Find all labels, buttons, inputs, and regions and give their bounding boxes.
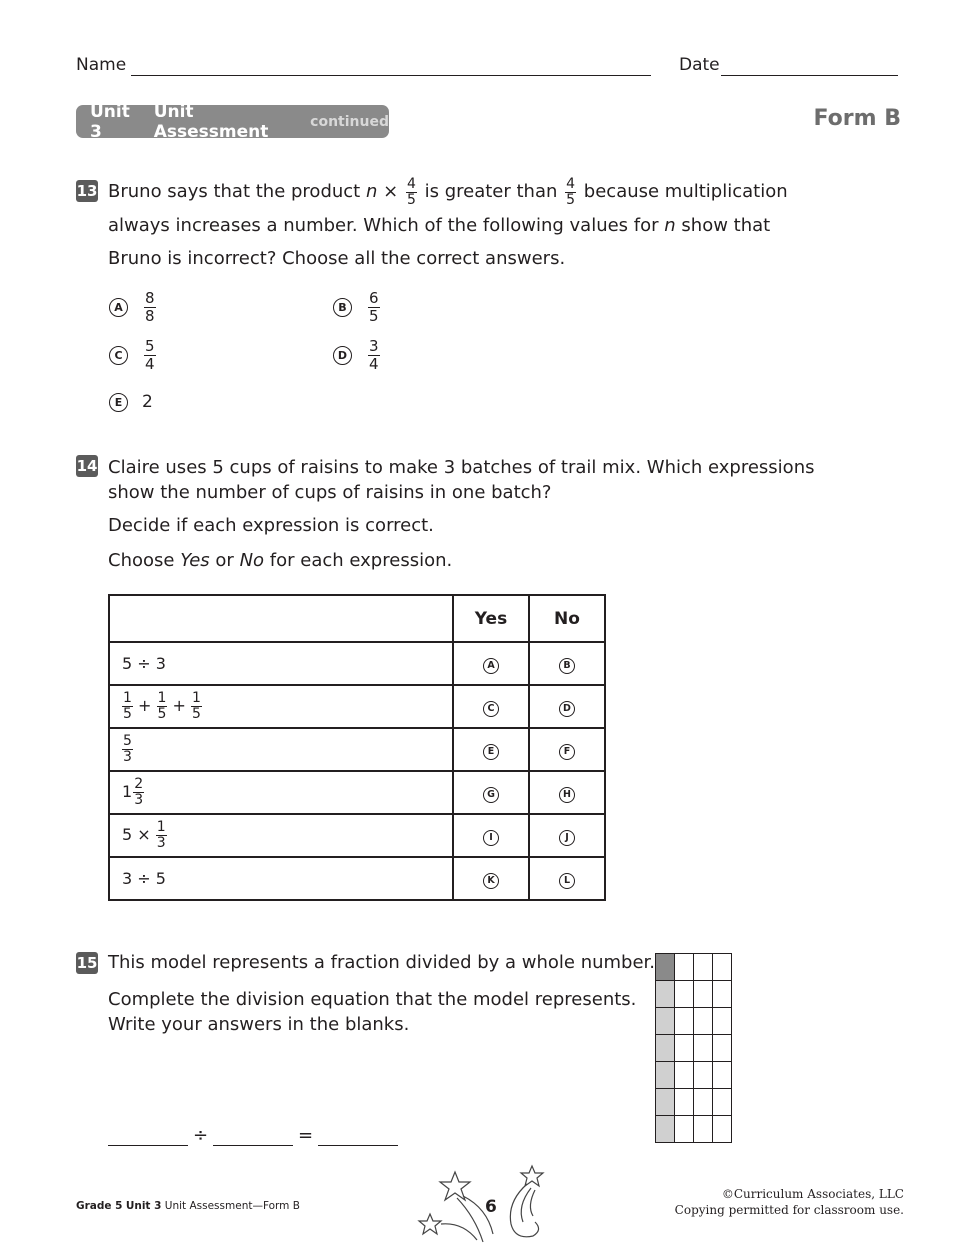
table-row (109, 814, 605, 857)
blank-quotient[interactable] (318, 1145, 398, 1146)
option-c-value: $\frac{5}{4}$ (145, 337, 155, 373)
fraction-model-grid (655, 953, 732, 1143)
bubble-l[interactable]: L (559, 873, 575, 889)
blank-dividend[interactable] (108, 1145, 188, 1146)
bubble-a[interactable]: A (483, 658, 499, 674)
option-b-value: $\frac{6}{5}$ (369, 289, 379, 325)
assessment-label: Unit Assessment (153, 101, 269, 142)
q13-var-n-2: n (664, 215, 676, 236)
question-13-line1 (108, 175, 788, 208)
question-15-number: 15 (76, 954, 98, 972)
bubble-j[interactable]: J (559, 830, 575, 846)
permission: Copying permitted for classroom use. (674, 1203, 904, 1217)
expression-5-div-3: 5 ÷ 3 (109, 642, 453, 685)
q13-text-b: is greater than (424, 181, 558, 202)
q13-fraction-2: $\frac{4}{5}$ (566, 175, 576, 208)
q13-text-c: because multiplication (583, 181, 788, 202)
table-header-row (109, 595, 605, 642)
bubble-h[interactable]: H (559, 787, 575, 803)
unit-banner (76, 101, 389, 142)
unit-label: Unit 3 (90, 101, 130, 142)
name-label: Name (76, 55, 127, 75)
expression-3-div-5: 3 ÷ 5 (109, 857, 453, 900)
bubble-k[interactable]: K (483, 873, 499, 889)
option-e-bubble[interactable]: E (109, 393, 128, 412)
date-field[interactable] (721, 75, 898, 76)
table-row (109, 771, 605, 814)
question-14-number: 14 (76, 457, 98, 475)
footer-grade: Grade 5 (76, 1200, 123, 1212)
page-number: 6 (485, 1197, 497, 1217)
expression-5-times-third: 5 × $\frac{1}{3}$ (109, 814, 453, 857)
q15-line1: This model represents a fraction divided by a whole number. (108, 952, 656, 973)
yes-no-table (108, 594, 606, 901)
footer-unit: Unit 3 (125, 1200, 162, 1212)
q14-yes-word: Yes (180, 550, 210, 571)
expression-sum-fifths: $\frac{1}{5}$ + $\frac{1}{5}$ + $\frac{1}{5}$ (109, 685, 453, 728)
copyright: ©Curriculum Associates, LLC (721, 1187, 904, 1201)
bubble-g[interactable]: G (483, 787, 499, 803)
option-e-value: 2 (142, 392, 153, 412)
q13-option-e[interactable] (109, 392, 153, 412)
q14-line1: Claire uses 5 cups of raisins to make 3 batches of trail mix. Which expressions (108, 457, 815, 478)
bubble-i[interactable]: I (483, 830, 499, 846)
bubble-b[interactable]: B (559, 658, 575, 674)
option-d-value: $\frac{3}{4}$ (369, 337, 379, 373)
q14-line2: show the number of cups of raisins in one batch? (108, 482, 552, 503)
name-field[interactable] (131, 75, 651, 76)
table-row (109, 642, 605, 685)
equals-sign: = (298, 1125, 314, 1146)
q15-line2: Complete the division equation that the model represents. (108, 989, 637, 1010)
q13-var-n: n (365, 181, 378, 202)
expression-5-thirds: $\frac{5}{3}$ (109, 728, 453, 771)
option-a-bubble[interactable]: A (109, 298, 128, 317)
q14-line4 (108, 550, 452, 571)
form-label: Form B (813, 106, 901, 131)
q14-or-word: or (215, 550, 234, 571)
q14-choose: Choose (108, 550, 175, 571)
option-c-bubble[interactable]: C (109, 346, 128, 365)
bubble-e[interactable]: E (483, 744, 499, 760)
q13-times: × (383, 181, 399, 202)
q15-line3: Write your answers in the blanks. (108, 1014, 410, 1035)
option-a-value: $\frac{8}{8}$ (145, 289, 155, 325)
q14-line3: Decide if each expression is correct. (108, 515, 434, 536)
blank-divisor[interactable] (213, 1145, 293, 1146)
header-no: No (529, 595, 605, 642)
q13-line2-a: always increases a number. Which of the following values for (108, 215, 659, 236)
header-expression-cell (109, 595, 453, 642)
q13-option-d[interactable] (333, 338, 382, 373)
bubble-f[interactable]: F (559, 744, 575, 760)
table-row (109, 857, 605, 900)
question-13-number: 13 (76, 182, 98, 200)
footer-left (76, 1200, 300, 1212)
q13-option-b[interactable] (333, 290, 382, 325)
q14-no-word: No (239, 550, 265, 571)
q13-option-a[interactable] (109, 290, 158, 325)
header-yes: Yes (453, 595, 529, 642)
footer-title: Unit Assessment—Form B (164, 1200, 300, 1212)
q14-line4-b: for each expression. (269, 550, 453, 571)
q15-instructions (108, 987, 636, 1037)
q13-line2-b: show that (681, 215, 771, 236)
continued-label: continued (310, 113, 389, 130)
stars-decoration-icon (415, 1162, 550, 1247)
table-row (109, 728, 605, 771)
question-13-line3: Bruno is incorrect? Choose all the correct answers. (108, 248, 566, 269)
table-row (109, 685, 605, 728)
q13-fraction-1: $\frac{4}{5}$ (406, 175, 416, 208)
bubble-d[interactable]: D (559, 701, 575, 717)
footer-right (675, 1186, 904, 1218)
q13-option-c[interactable] (109, 338, 158, 373)
option-b-bubble[interactable]: B (333, 298, 352, 317)
date-label: Date (679, 55, 720, 75)
expression-mixed-number: 1 $\frac{2}{3}$ (109, 771, 453, 814)
q13-text-a: Bruno says that the product (108, 181, 361, 202)
question-14-intro (108, 455, 814, 505)
option-d-bubble[interactable]: D (333, 346, 352, 365)
division-sign: ÷ (193, 1125, 209, 1146)
question-13-line2 (108, 209, 770, 242)
bubble-c[interactable]: C (483, 701, 499, 717)
